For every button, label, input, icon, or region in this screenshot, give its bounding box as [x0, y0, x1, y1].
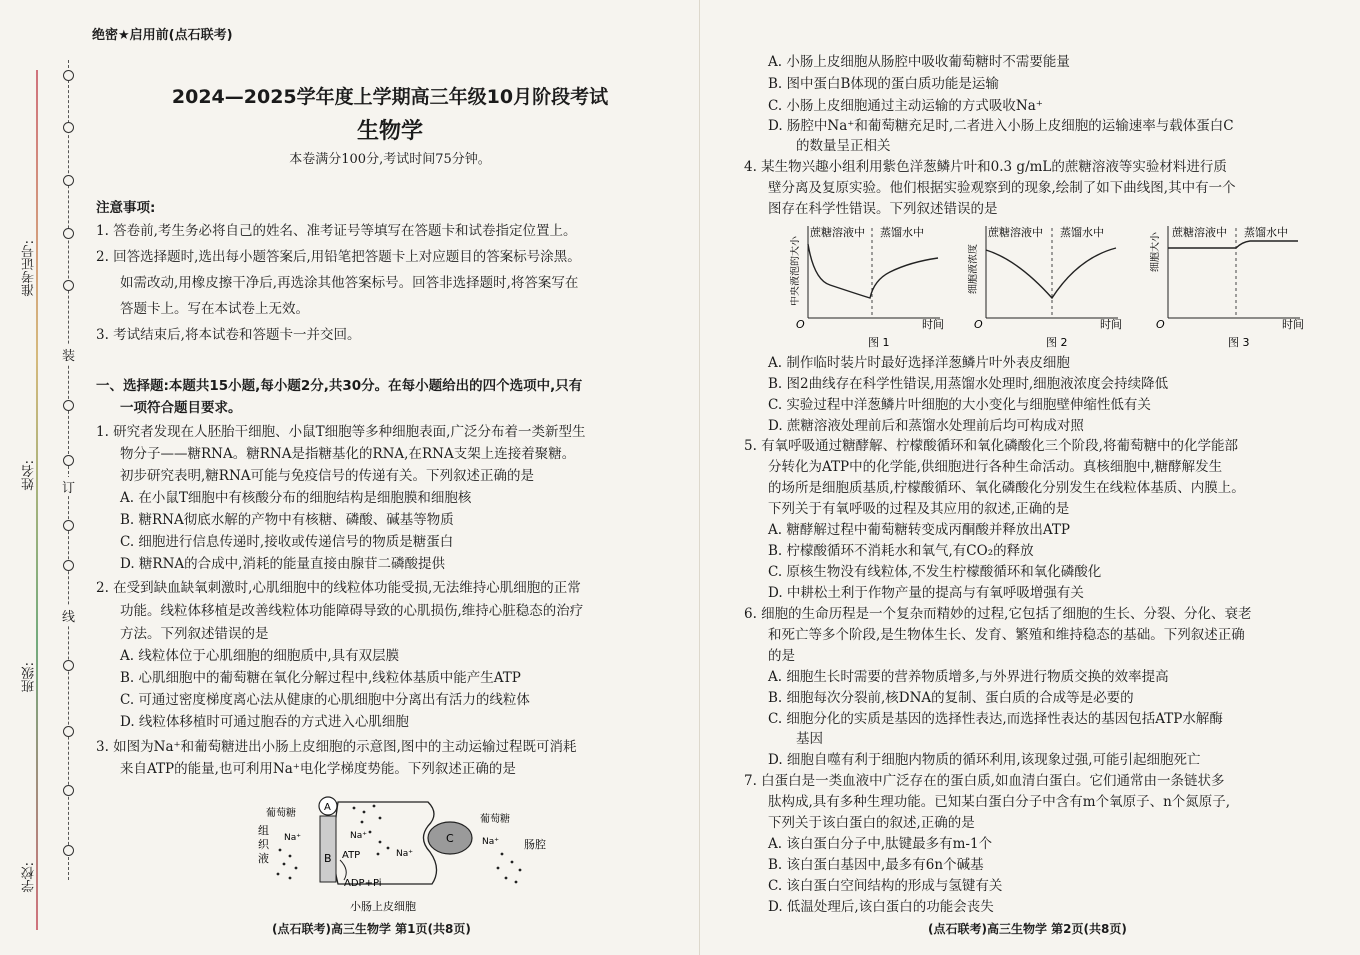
option: B. 图中蛋白B体现的蛋白质功能是运输 [768, 76, 999, 92]
option: A. 制作临时装片时最好选择洋葱鳞片叶外表皮细胞 [768, 355, 1070, 371]
binding-hole [63, 660, 74, 671]
question-stem: 来自ATP的能量,也可利用Na⁺电化学梯度势能。下列叙述正确的是 [120, 761, 516, 777]
question-stem: 初步研究表明,糖RNA可能与免疫信号的传递有关。下列叙述正确的是 [120, 468, 535, 484]
option: C. 原核生物没有线粒体,不发生柠檬酸循环和氧化磷酸化 [768, 564, 1102, 580]
question-stem: 的场所是细胞质基质,柠檬酸循环、氧化磷酸化分别发生在线粒体基质、内膜上。 [768, 480, 1245, 496]
carrier-c-label: C [446, 832, 454, 845]
question-stem: 下列关于该白蛋白的叙述,正确的是 [768, 815, 975, 831]
binding-hole [63, 726, 74, 737]
option: D. 中耕松土利于作物产量的提高与有氧呼吸增强有关 [768, 585, 1084, 601]
school-label: 学校: [22, 862, 37, 893]
curve [1168, 241, 1298, 248]
binding-hole [63, 228, 74, 239]
segment-label: 蒸馏水中 [1244, 226, 1288, 239]
option: C. 该白蛋白空间结构的形成与氢键有关 [768, 878, 1003, 894]
question-stem: 4. 某生物兴趣小组利用紫色洋葱鳞片叶和0.3 g/mL的蔗糖溶液等实验材料进行质 [744, 159, 1227, 175]
question-stem: 图存在科学性错误。下列叙述错误的是 [768, 201, 998, 217]
chart-caption: 图 2 [1046, 336, 1068, 349]
option: 的数量呈正相关 [796, 138, 891, 154]
intestine-label: 肠腔 [524, 838, 546, 851]
option: D. 肠腔中Na⁺和葡萄糖充足时,二者进入小肠上皮细胞的运输速率与载体蛋白C [768, 118, 1234, 134]
na-label: Na⁺ [482, 837, 499, 847]
binding-hole [63, 845, 74, 856]
subject-title: 生物学 [356, 119, 423, 144]
origin-label: O [974, 318, 983, 331]
binding-color-line [36, 70, 38, 930]
exam-info: 本卷满分100分,考试时间75分钟。 [289, 152, 491, 167]
option: A. 线粒体位于心肌细胞的细胞质中,具有双层膜 [120, 648, 400, 664]
segment-label: 蔗糖溶液中 [810, 226, 865, 239]
option: A. 细胞生长时需要的营养物质增多,与外界进行物质交换的效率提高 [768, 669, 1169, 685]
cell-membrane [334, 802, 437, 884]
origin-label: O [796, 318, 805, 331]
segment-label: 蔗糖溶液中 [1172, 226, 1227, 239]
question-stem: 壁分离及复原实验。他们根据实验观察到的现象,绘制了如下曲线图,其中有一个 [768, 180, 1236, 196]
carrier-b [320, 816, 336, 882]
binding-hole [63, 400, 74, 411]
binding-hole [63, 785, 74, 796]
binding-hole [63, 122, 74, 133]
notice-line: 2. 回答选择题时,选出每小题答案后,用铅笔把答题卡上对应题目的答案标号涂黑。 [96, 249, 581, 265]
curve [986, 248, 1116, 298]
option: A. 该白蛋白分子中,肽键最多有m-1个 [768, 836, 993, 852]
option: A. 在小鼠T细胞中有核酸分布的细胞结构是细胞膜和细胞核 [120, 490, 472, 506]
option: B. 细胞每次分裂前,核DNA的复制、蛋白质的合成等是必要的 [768, 690, 1134, 706]
option: D. 线粒体移植时可通过胞吞的方式进入心肌细胞 [120, 714, 409, 730]
glucose-left-label: 葡萄糖 [266, 808, 296, 819]
segment-label: 蒸馏水中 [880, 226, 924, 239]
origin-label: O [1156, 318, 1165, 331]
cell-caption: 小肠上皮细胞 [350, 900, 416, 913]
option: A. 糖酵解过程中葡萄糖转变成丙酮酸并释放出ATP [768, 522, 1070, 538]
question-stem: 方法。下列叙述错误的是 [120, 626, 269, 642]
y-axis-label: 细胞大小 [1150, 232, 1161, 272]
question-stem: 的是 [768, 648, 795, 664]
option: D. 细胞自噬有利于细胞内物质的循环利用,该现象过强,可能引起细胞死亡 [768, 752, 1201, 768]
segment-label: 蔗糖溶液中 [988, 226, 1043, 239]
option: C. 小肠上皮细胞通过主动运输的方式吸收Na⁺ [768, 98, 1043, 114]
question-stem: 功能。线粒体移植是改善线粒体功能障碍导致的心肌损伤,维持心脏稳态的治疗 [120, 603, 584, 619]
question-stem: 1. 研究者发现在人胚胎干细胞、小鼠T细胞等多种细胞表面,广泛分布着一类新型生 [96, 424, 586, 440]
question-stem: 物分子——糖RNA。糖RNA是指糖基化的RNA,在RNA支架上连接着聚糖。 [120, 446, 576, 462]
binding-margin [0, 0, 80, 955]
glucose-right-label: 葡萄糖 [480, 814, 510, 825]
notice-heading: 注意事项: [96, 200, 156, 216]
atp-arrow [340, 860, 346, 880]
notice-line: 如需改动,用橡皮擦干净后,再选涂其他答案标号。回答非选择题时,将答案写在 [120, 275, 579, 291]
option: D. 蔗糖溶液处理前后和蒸馏水处理前后均可构成对照 [768, 418, 1084, 434]
option: C. 细胞分化的实质是基因的选择性表达,而选择性表达的基因包括ATP水解酶 [768, 711, 1223, 727]
binding-hole [63, 175, 74, 186]
binding-hole [63, 520, 74, 531]
section-heading: 一项符合题目要求。 [120, 400, 242, 416]
question-stem: 6. 细胞的生命历程是一个复杂而精妙的过程,它包括了细胞的生长、分裂、分化、衰老 [744, 606, 1252, 622]
option: D. 低温处理后,该白蛋白的功能会丧失 [768, 899, 994, 915]
page-footer: (点石联考)高三生物学 第1页(共8页) [272, 922, 471, 936]
option: B. 柠檬酸循环不消耗水和氧气,有CO₂的释放 [768, 543, 1034, 559]
option: C. 细胞进行信息传递时,接收或传递信号的物质是糖蛋白 [120, 534, 454, 550]
binding-hole [63, 280, 74, 291]
chart-2 [968, 220, 1138, 352]
question-stem: 和死亡等多个阶段,是生物体生长、发育、繁殖和维持稳态的基础。下列叙述正确 [768, 627, 1245, 643]
option: B. 图2曲线存在科学性错误,用蒸馏水处理时,细胞液浓度会持续降低 [768, 376, 1169, 392]
na-label: Na⁺ [350, 831, 367, 841]
right-page [700, 0, 1360, 955]
candidate-number-label: 准考证号: [22, 240, 37, 297]
exam-title: 2024—2025学年度上学期高三年级10月阶段考试 [171, 86, 609, 108]
question-stem: 下列关于有氧呼吸的过程及其应用的叙述,正确的是 [768, 501, 1070, 517]
notice-line: 1. 答卷前,考生务必将自己的姓名、准考证号等填写在答题卡和试卷指定位置上。 [96, 223, 577, 239]
segment-label: 蒸馏水中 [1060, 226, 1104, 239]
option: C. 可通过密度梯度离心法从健康的心肌细胞中分离出有活力的线粒体 [120, 692, 530, 708]
carrier-a-label: A [324, 802, 331, 813]
binding-mark: 线 [62, 606, 75, 625]
binding-hole [63, 560, 74, 571]
page-footer: (点石联考)高三生物学 第2页(共8页) [928, 922, 1127, 936]
question-stem: 5. 有氧呼吸通过糖酵解、柠檬酸循环和氧化磷酸化三个阶段,将葡萄糖中的化学能部 [744, 438, 1238, 454]
option: 基因 [796, 731, 823, 747]
chart-1 [790, 220, 960, 352]
na-label: Na⁺ [284, 833, 301, 843]
option: B. 该白蛋白基因中,最多有6n个碱基 [768, 857, 984, 873]
question-stem: 肽构成,具有多种生理功能。已知某白蛋白分子中含有m个氧原子、n个氮原子, [768, 794, 1231, 810]
chart-caption: 图 3 [1228, 336, 1250, 349]
confidential-header: 绝密★启用前(点石联考) [92, 28, 233, 43]
curve [808, 244, 938, 298]
section-heading: 一、选择题:本题共15小题,每小题2分,共30分。在每小题给出的四个选项中,只有 [96, 378, 583, 394]
tissue-label: 液 [258, 852, 269, 865]
notice-line: 答题卡上。写在本试卷上无效。 [120, 301, 309, 317]
y-axis-label: 中央液泡的大小 [790, 236, 801, 306]
question-stem: 7. 白蛋白是一类血液中广泛存在的蛋白质,如血清白蛋白。它们通常由一条链状多 [744, 773, 1225, 789]
question-stem: 分转化为ATP中的化学能,供细胞进行各种生命活动。真核细胞中,糖酵解发生 [768, 459, 1223, 475]
carrier-b-label: B [324, 852, 332, 865]
y-axis-label: 细胞液浓度 [968, 244, 979, 294]
tissue-label: 组 [258, 824, 269, 837]
chart-3 [1150, 220, 1320, 352]
question-stem: 2. 在受到缺血缺氧刺激时,心肌细胞中的线粒体功能受损,无法维持心肌细胞的正常 [96, 580, 581, 596]
notice-line: 3. 考试结束后,将本试卷和答题卡一并交回。 [96, 327, 361, 343]
binding-mark: 装 [62, 345, 75, 364]
binding-mark: 订 [62, 477, 75, 496]
question-stem: 3. 如图为Na⁺和葡萄糖进出小肠上皮细胞的示意图,图中的主动运输过程既可消耗 [96, 739, 577, 755]
atp-label: ATP [342, 850, 361, 861]
name-label: 姓名: [22, 460, 37, 491]
option: D. 糖RNA的合成中,消耗的能量直接由腺苷二磷酸提供 [120, 556, 445, 572]
tissue-label: 织 [258, 838, 269, 851]
class-label: 班级: [22, 662, 37, 693]
option: B. 心肌细胞中的葡萄糖在氧化分解过程中,线粒体基质中能产生ATP [120, 670, 521, 686]
x-axis-label: 时间 [1100, 318, 1122, 331]
option: C. 实验过程中洋葱鳞片叶细胞的大小变化与细胞壁伸缩性低有关 [768, 397, 1151, 413]
na-label: Na⁺ [396, 849, 413, 859]
option: A. 小肠上皮细胞从肠腔中吸收葡萄糖时不需要能量 [768, 54, 1070, 70]
chart-caption: 图 1 [868, 336, 890, 349]
adp-label: ADP+Pi [344, 878, 382, 889]
option: B. 糖RNA彻底水解的产物中有核糖、磷酸、碱基等物质 [120, 512, 454, 528]
intestinal-cell-figure [250, 784, 570, 914]
binding-hole [63, 455, 74, 466]
binding-hole [63, 70, 74, 81]
x-axis-label: 时间 [1282, 318, 1304, 331]
x-axis-label: 时间 [922, 318, 944, 331]
